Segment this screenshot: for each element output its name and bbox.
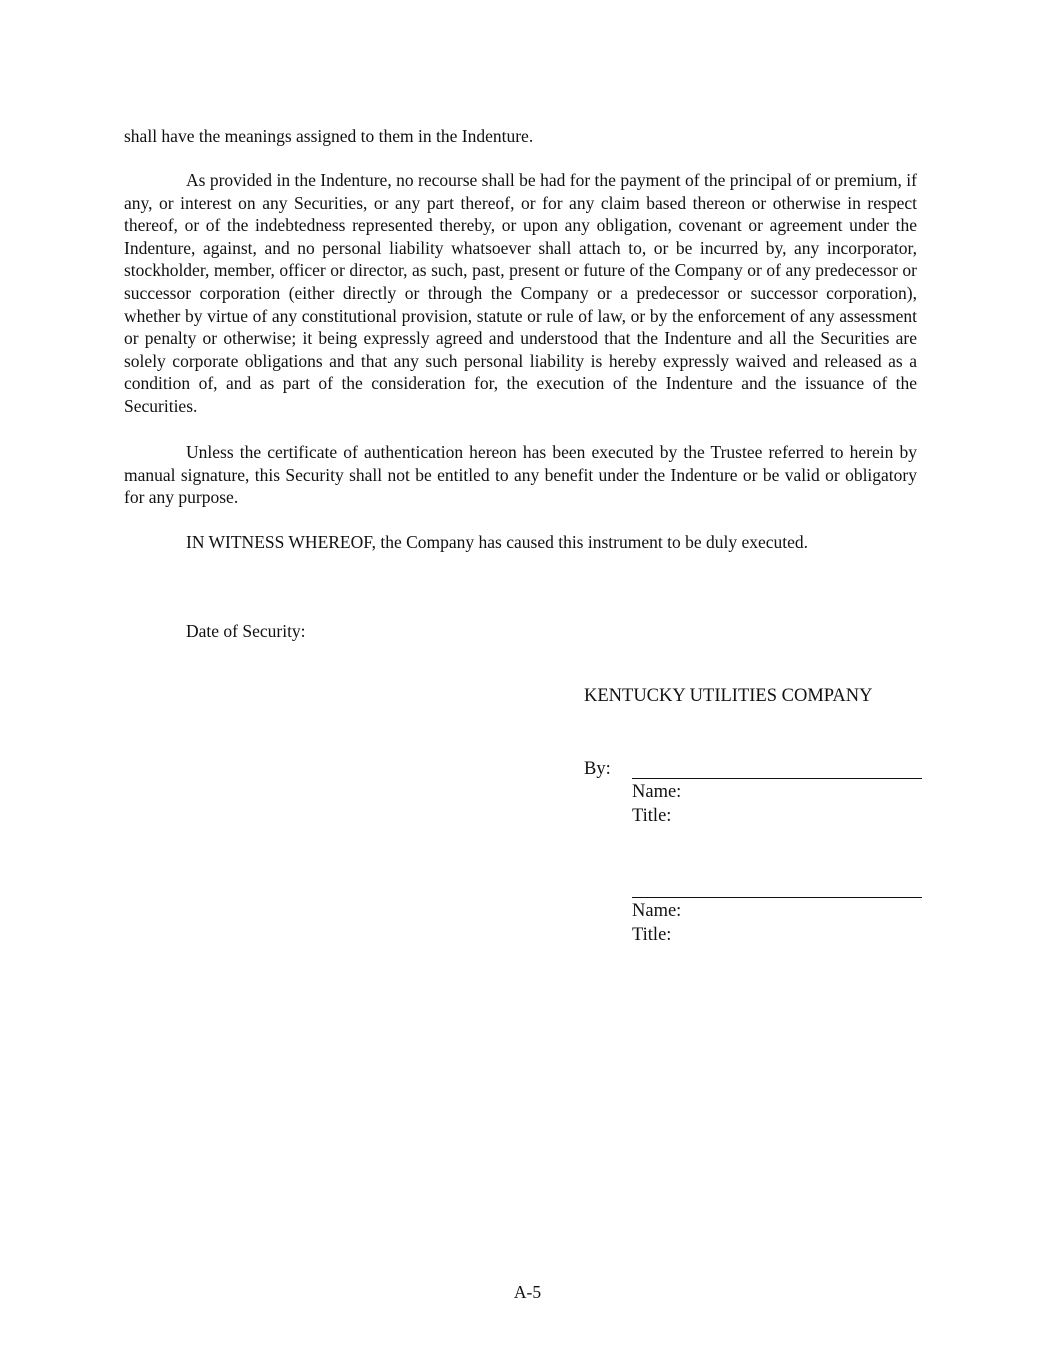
- by-label: By:: [584, 759, 611, 779]
- signer-2-name-label: Name:: [632, 901, 682, 921]
- signer-1-name-label: Name:: [632, 782, 682, 802]
- signer-2-title-label: Title:: [632, 925, 672, 945]
- paragraph-authentication: Unless the certificate of authentication hereon has been executed by the Trustee referred to herein by manual signature, this Security shall not be entitled to any benefit under the Indenture or be valid or obligatory for any purpose.: [124, 442, 917, 508]
- signature-line-1: [632, 778, 922, 779]
- page-number: A-5: [513, 1282, 542, 1302]
- paragraph-in-witness: IN WITNESS WHEREOF, the Company has caused this instrument to be duly executed.: [186, 532, 809, 552]
- company-name: KENTUCKY UTILITIES COMPANY: [584, 686, 873, 706]
- signer-1-title-label: Title:: [632, 806, 672, 826]
- date-of-security-label: Date of Security:: [186, 621, 306, 641]
- paragraph-no-recourse: As provided in the Indenture, no recourse shall be had for the payment of the principal of or premium, if any, or interest on any Securities, or any part thereof, or for any claim based thereon or otherwise in respect thereof, or of the indebtedness represented thereby, or upon any obligation, covenant or agreement under the Indenture, against, and no personal liability whatsoever shall attach to, or be incurred by, any incorporator, stockholder, member, officer or director, as such, past, present or future of the Company or of any predecessor or successor corporation (either directly or through the Company or a predecessor or successor corporation), whether by virtue of any constitutional provision, statute or rule of law, or by the enforcement of any assessment or penalty or otherwise; it being expressly agreed and understood that the Indenture and all the Securities are solely corporate obligations and that any such personal liability is hereby expressly waived and released as a condition of, and as part of the consideration for, the execution of the Indenture and the issuance of the Securities.: [124, 170, 917, 416]
- signature-line-2: [632, 897, 922, 898]
- paragraph-meanings: shall have the meanings assigned to them in the Indenture.: [124, 126, 534, 146]
